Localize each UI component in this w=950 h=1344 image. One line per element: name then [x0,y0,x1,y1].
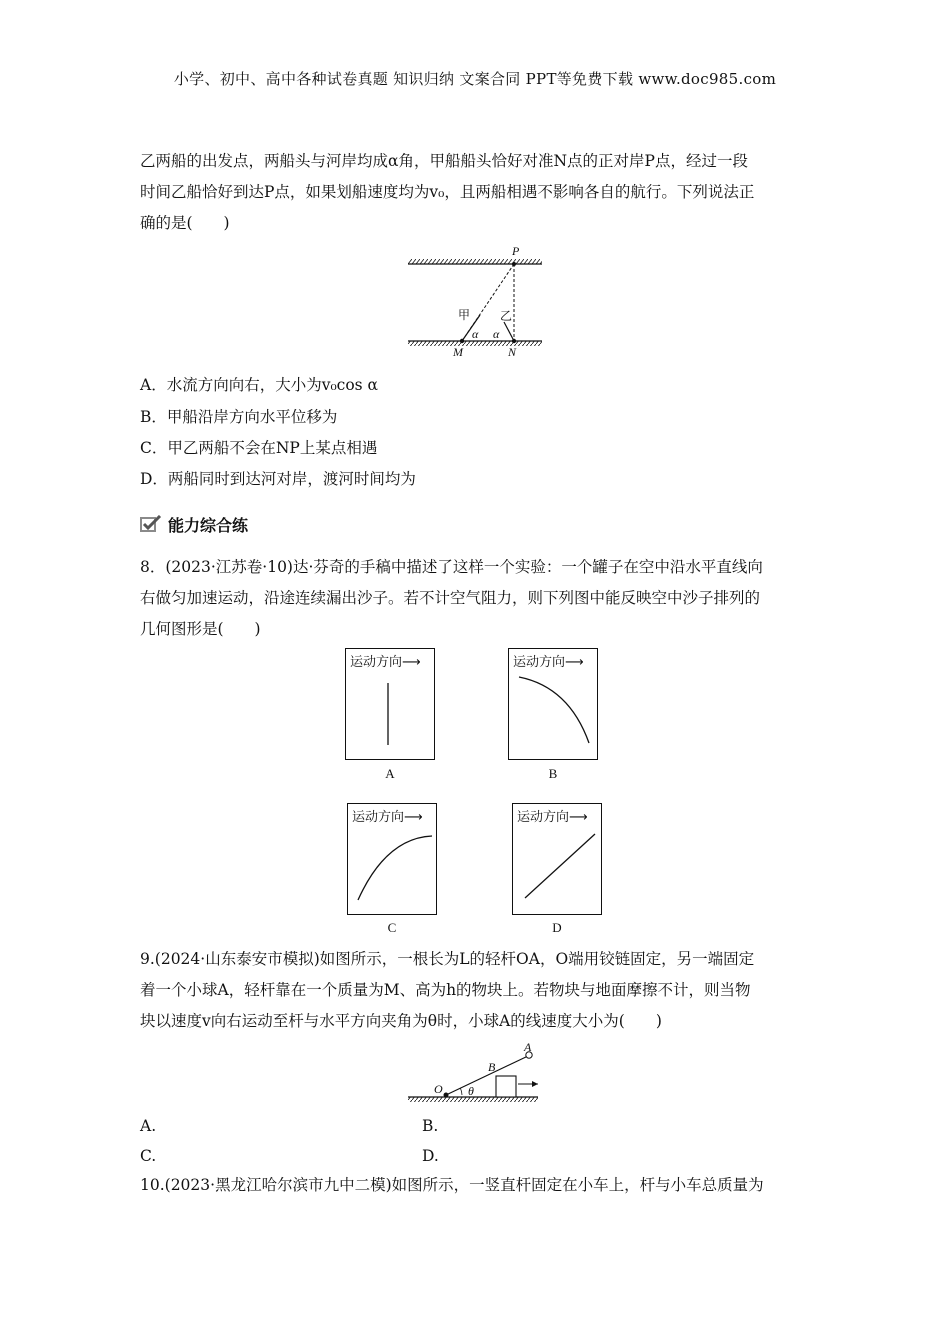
q8-line-3: 几何图形是( ) [140,620,261,638]
direction-label-a: 运动方向⟶ [350,655,421,670]
direction-label-b: 运动方向⟶ [513,655,584,670]
q8-choice-b-label: B [548,766,558,781]
q7-option-d: D．两船同时到达河对岸，渡河时间均为 [140,470,416,488]
q9-option-c: C. [140,1147,157,1165]
q9-option-a: A. [140,1117,157,1135]
label-n: N [508,345,517,359]
point-p [512,262,516,266]
angle-arc [461,1089,463,1096]
river-diagram [400,244,550,364]
q8-line-1: 8．(2023·江苏卷·10)达·芬奇的手稿中描述了这样一个实验：一个罐子在空中沿水平直线向 [140,558,763,576]
direction-label-c: 运动方向⟶ [352,810,423,825]
point-n [512,339,516,343]
section-title-text: 能力综合练 [168,515,249,535]
label-yi: 乙 [500,309,513,323]
q10-stem [140,1170,812,1201]
q8-stem [140,552,812,645]
q7-line-2: 时间乙船恰好到达P点，如果划船速度均为v₀，且两船相遇不影响各自的航行。下列说法正 [140,183,755,201]
q7-stem [140,146,812,239]
q9-line-2: 着一个小球A，轻杆靠在一个质量为M、高为h的物块上。若物块与地面摩擦不计，则当物 [140,981,751,999]
q8-choice-d-box [512,803,602,915]
label-m: M [453,345,463,359]
q8-choice-c-box [347,803,437,915]
velocity-arrow-head [532,1081,538,1087]
q10-line-1: 10.(2023·黑龙江哈尔滨市九中二模)如图所示，一竖直杆固定在小车上，杆与小车总质量为 [140,1176,764,1194]
q8-choice-d-label: D [552,920,562,935]
vertical-line-graph [346,649,434,759]
upward-curve-graph [348,804,436,914]
q7-option-c: C．甲乙两船不会在NP上某点相遇 [140,439,378,457]
direction-label-d: 运动方向⟶ [517,810,588,825]
page-header: 小学、初中、高中各种试卷真题 知识归纳 文案合同 PPT等免费下载 www.doc985.com [173,70,777,88]
label-o: O [434,1082,443,1096]
q7-river-figure [400,244,550,364]
q8-choice-c-label: C [387,920,397,935]
check-icon [140,515,162,533]
section-title [140,512,248,536]
top-bank-hatch [408,259,542,264]
q9-option-b: B. [422,1117,439,1135]
q9-line-1: 9.(2024·山东泰安市模拟)如图所示，一根长为L的轻杆OA，O端用铰链固定，另一端固定 [140,950,755,968]
q8-choice-b-box [508,648,598,760]
label-theta: θ [468,1084,474,1098]
q9-rod-figure [404,1040,544,1106]
q8-choice-a-box [345,648,435,760]
q7-line-3: 确的是( ) [140,214,230,232]
q9-stem [140,944,812,1037]
q8-line-2: 右做匀加速运动，沿途连续漏出沙子。若不计空气阻力，则下列图中能反映空中沙子排列的 [140,589,761,607]
label-a: A [524,1040,532,1054]
label-alpha-1: α [472,327,479,341]
q7-option-b: B．甲船沿岸方向水平位移为 [140,408,338,426]
hinge-o [444,1093,449,1098]
diagonal-line-graph [513,804,601,914]
block [496,1076,516,1097]
q7-line-1: 乙两船的出发点，两船头与河岸均成α角，甲船船头恰好对准N点的正对岸P点，经过一段 [140,152,748,170]
rod-block-diagram [404,1040,544,1106]
q9-line-3: 块以速度v向右运动至杆与水平方向夹角为θ时，小球A的线速度大小为( ) [140,1012,662,1030]
point-m [460,339,464,343]
downward-curve-graph [509,649,597,759]
label-p: P [512,244,520,258]
label-alpha-2: α [493,327,500,341]
label-b: B [488,1060,496,1074]
yi-heading-line [504,322,514,341]
label-jia: 甲 [458,308,471,322]
q9-option-d: D. [422,1147,439,1165]
q8-choice-a-label: A [385,766,395,781]
q7-option-a: A．水流方向向右，大小为v₀cos α [140,376,379,394]
